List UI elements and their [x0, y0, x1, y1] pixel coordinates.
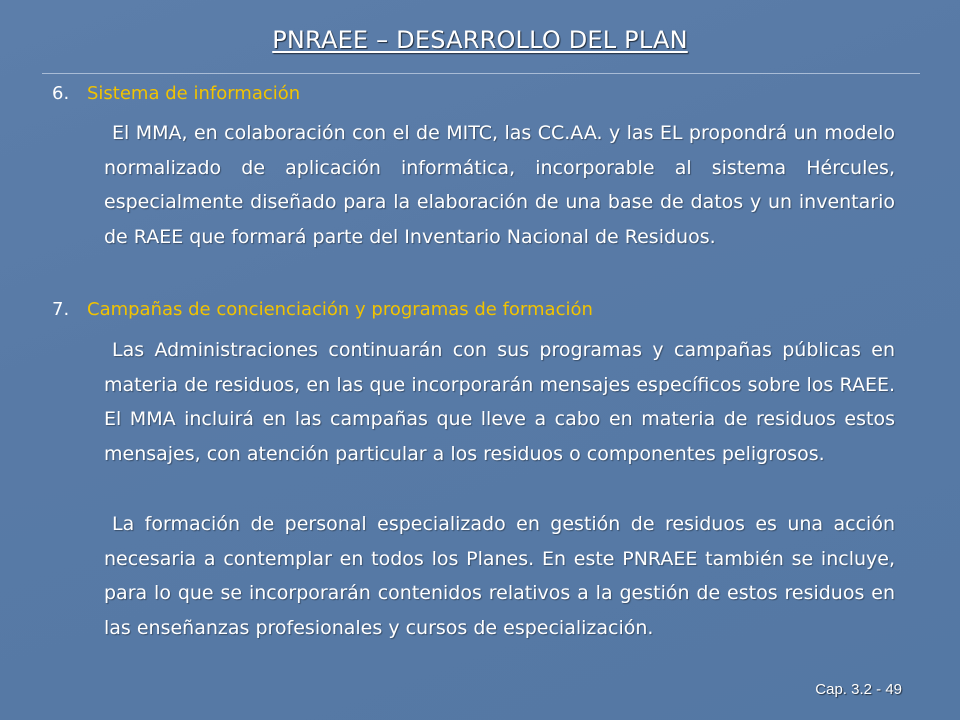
section-number: 6. [52, 83, 70, 104]
section-6-heading [52, 81, 300, 107]
slide-title: PNRAEE – DESARROLLO DEL PLAN [272, 26, 688, 54]
section-title: Campañas de concienciación y programas de formación [87, 299, 593, 320]
section-6-paragraph: El MMA, en colaboración con el de MITC, las CC.AA. y las EL propondrá un modelo normalizado de aplicación informática, incorporable al sistema Hércules, especialmente diseñado para la elaboración de una base de datos y un inventario de RAEE que formará parte del Inventario Nacional de Residuos. [104, 122, 895, 248]
page-number: Cap. 3.2 - 49 [815, 681, 902, 698]
section-7-paragraph-1: Las Administraciones continuarán con sus programas y campañas públicas en materia de residuos, en las que incorporarán mensajes específicos sobre los RAEE. El MMA incluirá en las campañas que lleve a cabo en materia de residuos estos mensajes, con atención particular a los residuos o componentes peligrosos. [104, 339, 895, 465]
title-divider [42, 73, 920, 74]
section-title: Sistema de información [87, 83, 301, 104]
section-number: 7. [52, 299, 70, 320]
section-7-heading [52, 297, 593, 323]
section-7-paragraph-2: La formación de personal especializado en gestión de residuos es una acción necesaria a contemplar en todos los Planes. En este PNRAEE también se incluye, para lo que se incorporarán contenidos relativos a la gestión de estos residuos en las enseñanzas profesionales y cursos de especialización. [104, 513, 895, 639]
